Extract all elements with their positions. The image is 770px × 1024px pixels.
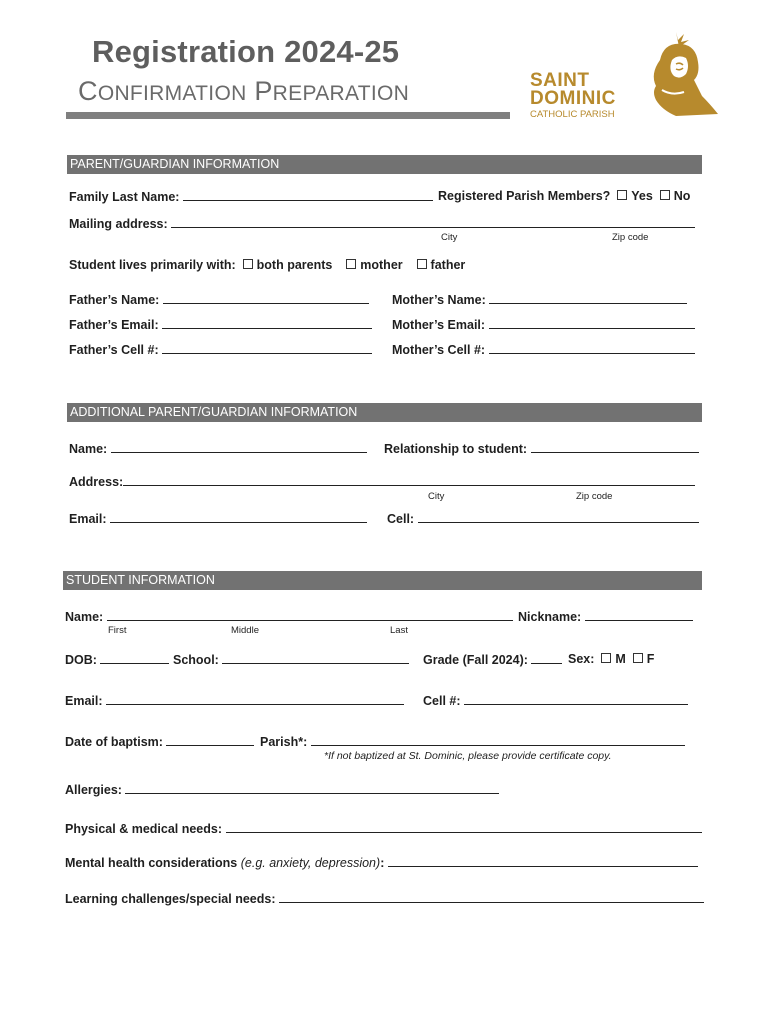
allergies-label: Allergies: [65, 783, 122, 797]
sex-m-label: M [615, 652, 626, 666]
registered-members-row [438, 189, 690, 203]
additional-name-row [69, 441, 367, 456]
student-name-row [65, 609, 513, 624]
sex-m-checkbox[interactable] [601, 653, 611, 663]
fathers-cell-field[interactable] [162, 342, 372, 354]
fathers-email-field[interactable] [162, 317, 372, 329]
learning-challenges-field[interactable] [279, 891, 704, 903]
baptism-note: *If not baptized at St. Dominic, please provide certificate copy. [324, 750, 612, 762]
section-header-additional [67, 403, 702, 422]
dob-row [65, 652, 169, 667]
sex-label: Sex: [568, 652, 595, 666]
student-email-row [65, 693, 404, 708]
mental-health-example: (e.g. anxiety, depression) [240, 856, 381, 870]
physical-needs-label: Physical & medical needs: [65, 822, 223, 836]
section-header-parent-text: PARENT/GUARDIAN INFORMATION [70, 157, 280, 171]
mothers-email-label: Mother’s Email: [392, 318, 486, 332]
student-name-label: Name: [65, 610, 104, 624]
nickname-row [518, 609, 693, 624]
form-subtitle [78, 76, 409, 107]
registered-yes-label: Yes [631, 189, 653, 203]
family-last-name-row [69, 189, 433, 204]
additional-cell-row [387, 511, 699, 526]
allergies-field[interactable] [125, 782, 499, 794]
sex-f-label: F [646, 652, 655, 666]
both-parents-checkbox[interactable] [243, 259, 253, 269]
dob-label: DOB: [65, 653, 97, 667]
fathers-cell-row [69, 342, 372, 357]
mailing-address-row [69, 216, 695, 231]
mothers-name-row [392, 292, 687, 307]
baptism-date-row [65, 734, 254, 749]
first-name-caption: First [108, 625, 127, 636]
subtitle-reparation: REPARATION [272, 82, 410, 105]
middle-name-caption: Middle [231, 625, 259, 636]
student-cell-label: Cell #: [423, 694, 461, 708]
school-field[interactable] [222, 652, 409, 664]
father-checkbox[interactable] [417, 259, 427, 269]
title-underline [66, 112, 510, 119]
baptism-date-label: Date of baptism: [65, 735, 163, 749]
school-label: School: [173, 653, 219, 667]
sex-f-checkbox[interactable] [633, 653, 643, 663]
dob-field[interactable] [100, 652, 169, 664]
student-email-label: Email: [65, 694, 103, 708]
grade-label: Grade (Fall 2024): [423, 653, 528, 667]
mothers-name-field[interactable] [489, 292, 687, 304]
father-label: father [430, 258, 466, 272]
additional-email-row [69, 511, 367, 526]
mothers-cell-field[interactable] [489, 342, 695, 354]
mailing-zip-caption: Zip code [612, 232, 649, 243]
form-title: Registration 2024-25 [92, 34, 400, 69]
subtitle-initial-p: P [254, 76, 273, 106]
nickname-field[interactable] [585, 609, 693, 621]
saint-dominic-figure-icon [632, 30, 722, 118]
additional-email-label: Email: [69, 512, 107, 526]
registered-yes-checkbox[interactable] [617, 190, 627, 200]
registered-members-label: Registered Parish Members? [438, 189, 611, 203]
mothers-cell-label: Mother’s Cell #: [392, 343, 486, 357]
additional-address-label: Address: [69, 475, 124, 489]
grade-row [423, 652, 562, 667]
student-cell-row [423, 693, 688, 708]
fathers-name-label: Father’s Name: [69, 293, 160, 307]
grade-field[interactable] [531, 652, 562, 664]
sex-row [568, 652, 654, 666]
fathers-cell-label: Father’s Cell #: [69, 343, 159, 357]
section-header-student-text: STUDENT INFORMATION [66, 573, 215, 587]
relationship-row [384, 441, 699, 456]
fathers-email-label: Father’s Email: [69, 318, 159, 332]
fathers-name-field[interactable] [163, 292, 369, 304]
additional-zip-caption: Zip code [576, 491, 613, 502]
additional-cell-field[interactable] [418, 511, 699, 523]
section-header-student [63, 571, 702, 590]
parish-label: Parish*: [260, 735, 308, 749]
additional-email-field[interactable] [110, 511, 367, 523]
relationship-label: Relationship to student: [384, 442, 528, 456]
nickname-label: Nickname: [518, 610, 582, 624]
lives-with-row [69, 258, 465, 272]
physical-needs-field[interactable] [226, 821, 702, 833]
mothers-email-field[interactable] [489, 317, 695, 329]
logo-line-dominic: DOMINIC [530, 88, 616, 109]
lives-with-label: Student lives primarily with: [69, 258, 236, 272]
mailing-address-field[interactable] [171, 216, 695, 228]
mothers-name-label: Mother’s Name: [392, 293, 486, 307]
mother-label: mother [360, 258, 403, 272]
additional-name-label: Name: [69, 442, 108, 456]
section-header-parent [67, 155, 702, 174]
fathers-email-row [69, 317, 372, 332]
logo-line-parish: CATHOLIC PARISH [530, 109, 615, 120]
mother-checkbox[interactable] [346, 259, 356, 269]
additional-address-row [69, 474, 695, 489]
allergies-row [65, 782, 499, 797]
parish-logo [528, 30, 723, 122]
additional-cell-label: Cell: [387, 512, 415, 526]
mailing-city-caption: City [441, 232, 458, 243]
subtitle-onfirmation: ONFIRMATION [97, 82, 247, 105]
mental-health-row: Mental health considerations (e.g. anxiety, depression): [65, 855, 698, 870]
subtitle-initial-c: C [78, 76, 98, 106]
additional-address-field[interactable] [123, 474, 695, 486]
additional-name-field[interactable] [111, 441, 367, 453]
learning-challenges-label: Learning challenges/special needs: [65, 892, 276, 906]
baptism-date-field[interactable] [166, 734, 254, 746]
logo-line-saint: SAINT [530, 70, 590, 91]
mothers-cell-row [392, 342, 695, 357]
relationship-field[interactable] [531, 441, 699, 453]
student-name-field[interactable] [107, 609, 513, 621]
both-parents-label: both parents [256, 258, 333, 272]
learning-challenges-row [65, 891, 704, 906]
family-last-name-label: Family Last Name: [69, 190, 180, 204]
school-row [173, 652, 409, 667]
registered-no-label: No [673, 189, 691, 203]
registered-no-checkbox[interactable] [660, 190, 670, 200]
last-name-caption: Last [390, 625, 408, 636]
section-header-additional-text: ADDITIONAL PARENT/GUARDIAN INFORMATION [70, 405, 358, 419]
mothers-email-row [392, 317, 695, 332]
additional-city-caption: City [428, 491, 445, 502]
student-cell-field[interactable] [464, 693, 688, 705]
family-last-name-field[interactable] [183, 189, 433, 201]
parish-field[interactable] [311, 734, 685, 746]
fathers-name-row [69, 292, 369, 307]
student-email-field[interactable] [106, 693, 404, 705]
physical-needs-row [65, 821, 702, 836]
parish-row [260, 734, 685, 749]
mental-health-field[interactable] [388, 855, 698, 867]
mental-health-label: Mental health considerations [65, 856, 238, 870]
mailing-address-label: Mailing address: [69, 217, 168, 231]
